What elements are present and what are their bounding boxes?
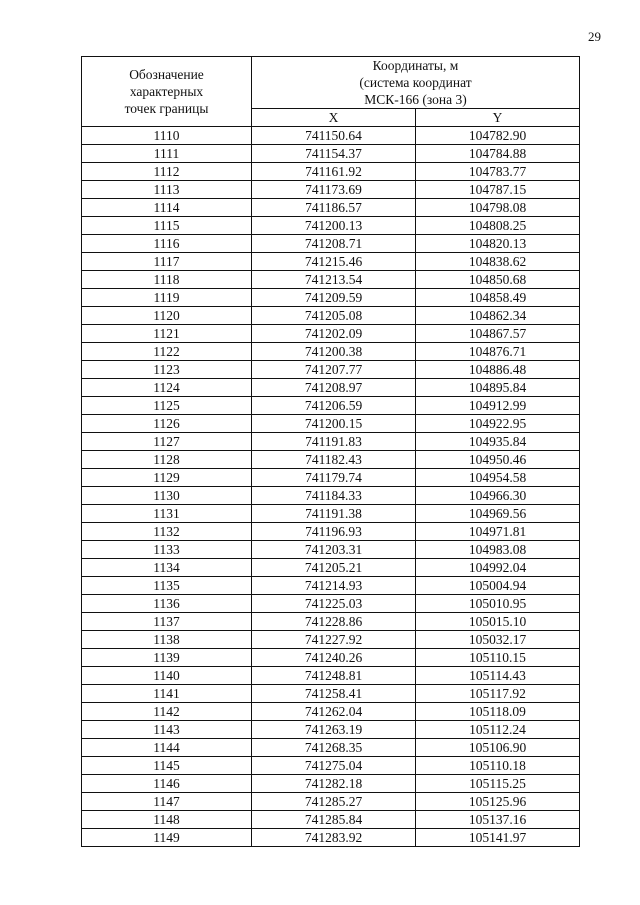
table-row [82,145,580,163]
coordinates-header-line: Координаты, м [372,58,459,73]
point-id-cell: 1117 [82,253,252,271]
table-row [82,163,580,181]
x-coordinate-cell: 741213.54 [252,271,416,289]
y-coordinate-cell: 104912.99 [416,397,580,415]
x-coordinate-cell: 741200.13 [252,217,416,235]
table-row [82,469,580,487]
table-row [82,757,580,775]
point-id-cell: 1128 [82,451,252,469]
table-body [82,127,580,847]
point-id-cell: 1140 [82,667,252,685]
x-coordinate-cell: 741283.92 [252,829,416,847]
x-coordinate-cell: 741206.59 [252,397,416,415]
point-id-cell: 1121 [82,325,252,343]
x-coordinate-cell: 741154.37 [252,145,416,163]
y-coordinate-cell: 104950.46 [416,451,580,469]
point-id-cell: 1144 [82,739,252,757]
y-coordinate-cell: 105117.92 [416,685,580,703]
point-id-cell: 1142 [82,703,252,721]
x-coordinate-cell: 741202.09 [252,325,416,343]
y-coordinate-cell: 105106.90 [416,739,580,757]
point-id-cell: 1136 [82,595,252,613]
table-row [82,739,580,757]
x-coordinate-cell: 741200.15 [252,415,416,433]
table-row [82,487,580,505]
table-row [82,379,580,397]
x-coordinate-cell: 741248.81 [252,667,416,685]
y-coordinate-cell: 105115.25 [416,775,580,793]
point-id-cell: 1149 [82,829,252,847]
y-coordinate-cell: 104922.95 [416,415,580,433]
table-row [82,775,580,793]
boundary-points-table [81,56,580,847]
x-coordinate-cell: 741258.41 [252,685,416,703]
y-coordinate-cell: 104971.81 [416,523,580,541]
x-coordinate-cell: 741184.33 [252,487,416,505]
x-coordinate-cell: 741186.57 [252,199,416,217]
y-coordinate-cell: 105004.94 [416,577,580,595]
table-row [82,127,580,145]
table-row [82,721,580,739]
point-id-cell: 1147 [82,793,252,811]
table-row [82,685,580,703]
x-coordinate-cell: 741196.93 [252,523,416,541]
x-coordinate-cell: 741285.27 [252,793,416,811]
table-row [82,829,580,847]
point-id-cell: 1123 [82,361,252,379]
table-row [82,613,580,631]
y-coordinate-cell: 104895.84 [416,379,580,397]
point-designation-header-line: точек границы [124,101,209,116]
point-id-cell: 1138 [82,631,252,649]
x-coordinate-cell: 741268.35 [252,739,416,757]
x-coordinate-cell: 741209.59 [252,289,416,307]
x-coordinate-cell: 741285.84 [252,811,416,829]
y-coordinate-cell: 104787.15 [416,181,580,199]
y-coordinate-cell: 105137.16 [416,811,580,829]
point-id-cell: 1133 [82,541,252,559]
point-id-cell: 1112 [82,163,252,181]
point-designation-header-line: Обозначение [129,67,204,82]
point-id-cell: 1115 [82,217,252,235]
x-coordinate-cell: 741179.74 [252,469,416,487]
point-id-cell: 1124 [82,379,252,397]
y-coordinate-cell: 105118.09 [416,703,580,721]
y-coordinate-cell: 104876.71 [416,343,580,361]
x-coordinate-cell: 741207.77 [252,361,416,379]
point-id-cell: 1127 [82,433,252,451]
table-row [82,451,580,469]
y-coordinate-cell: 105141.97 [416,829,580,847]
table-row [82,667,580,685]
coordinates-header-line: (система координат [359,75,472,90]
y-coordinate-cell: 104798.08 [416,199,580,217]
y-coordinate-cell: 104838.62 [416,253,580,271]
table-row [82,811,580,829]
point-id-cell: 1135 [82,577,252,595]
x-coordinate-cell: 741282.18 [252,775,416,793]
y-coordinate-cell: 104969.56 [416,505,580,523]
x-coordinate-cell: 741275.04 [252,757,416,775]
point-id-cell: 1126 [82,415,252,433]
y-coordinate-cell: 104983.08 [416,541,580,559]
table-row [82,559,580,577]
point-id-cell: 1145 [82,757,252,775]
x-column-header: X [252,109,416,127]
x-coordinate-cell: 741203.31 [252,541,416,559]
x-coordinate-cell: 741225.03 [252,595,416,613]
point-id-cell: 1113 [82,181,252,199]
point-id-cell: 1125 [82,397,252,415]
table-row [82,397,580,415]
x-coordinate-cell: 741214.93 [252,577,416,595]
table-row [82,181,580,199]
y-coordinate-cell: 104808.25 [416,217,580,235]
point-id-cell: 1110 [82,127,252,145]
table-row [82,217,580,235]
x-coordinate-cell: 741150.64 [252,127,416,145]
y-coordinate-cell: 105032.17 [416,631,580,649]
y-coordinate-cell: 104886.48 [416,361,580,379]
point-id-cell: 1139 [82,649,252,667]
y-coordinate-cell: 105015.10 [416,613,580,631]
x-coordinate-cell: 741200.38 [252,343,416,361]
point-id-cell: 1130 [82,487,252,505]
table-row [82,649,580,667]
y-coordinate-cell: 104966.30 [416,487,580,505]
y-coordinate-cell: 104935.84 [416,433,580,451]
point-id-cell: 1132 [82,523,252,541]
point-id-cell: 1118 [82,271,252,289]
x-coordinate-cell: 741182.43 [252,451,416,469]
y-coordinate-cell: 104784.88 [416,145,580,163]
table-row [82,793,580,811]
y-coordinate-cell: 105114.43 [416,667,580,685]
table-row [82,325,580,343]
table-row [82,505,580,523]
table-row [82,433,580,451]
x-coordinate-cell: 741227.92 [252,631,416,649]
y-coordinate-cell: 105112.24 [416,721,580,739]
y-coordinate-cell: 105110.15 [416,649,580,667]
point-id-cell: 1143 [82,721,252,739]
point-id-cell: 1131 [82,505,252,523]
y-coordinate-cell: 104992.04 [416,559,580,577]
point-designation-header-line: характерных [129,84,204,99]
table-row [82,199,580,217]
x-coordinate-cell: 741191.38 [252,505,416,523]
y-coordinate-cell: 104782.90 [416,127,580,145]
coordinates-header-line: МСК-166 (зона 3) [364,92,467,107]
y-coordinate-cell: 104858.49 [416,289,580,307]
table-row [82,595,580,613]
x-coordinate-cell: 741240.26 [252,649,416,667]
point-id-cell: 1148 [82,811,252,829]
y-column-header: Y [416,109,580,127]
point-id-cell: 1116 [82,235,252,253]
y-coordinate-cell: 104850.68 [416,271,580,289]
y-coordinate-cell: 104783.77 [416,163,580,181]
point-id-cell: 1134 [82,559,252,577]
table-row [82,703,580,721]
table-row [82,235,580,253]
point-id-cell: 1114 [82,199,252,217]
point-id-cell: 1141 [82,685,252,703]
x-coordinate-cell: 741205.08 [252,307,416,325]
x-coordinate-cell: 741215.46 [252,253,416,271]
x-coordinate-cell: 741191.83 [252,433,416,451]
point-id-cell: 1120 [82,307,252,325]
y-coordinate-cell: 105125.96 [416,793,580,811]
table-row [82,577,580,595]
y-coordinate-cell: 104867.57 [416,325,580,343]
table-row [82,289,580,307]
page-number: 29 [588,29,601,44]
point-id-cell: 1129 [82,469,252,487]
x-coordinate-cell: 741262.04 [252,703,416,721]
table-header [82,57,580,127]
y-coordinate-cell: 105010.95 [416,595,580,613]
table-row [82,361,580,379]
x-coordinate-cell: 741208.71 [252,235,416,253]
point-id-cell: 1137 [82,613,252,631]
point-id-cell: 1111 [82,145,252,163]
table-row [82,271,580,289]
x-coordinate-cell: 741205.21 [252,559,416,577]
y-coordinate-cell: 105110.18 [416,757,580,775]
x-coordinate-cell: 741161.92 [252,163,416,181]
table-row [82,415,580,433]
point-id-cell: 1122 [82,343,252,361]
point-designation-header [82,57,252,127]
x-coordinate-cell: 741173.69 [252,181,416,199]
x-coordinate-cell: 741263.19 [252,721,416,739]
table-row [82,307,580,325]
y-coordinate-cell: 104954.58 [416,469,580,487]
point-id-cell: 1146 [82,775,252,793]
y-coordinate-cell: 104820.13 [416,235,580,253]
table-row [82,343,580,361]
point-id-cell: 1119 [82,289,252,307]
x-coordinate-cell: 741208.97 [252,379,416,397]
x-coordinate-cell: 741228.86 [252,613,416,631]
table-row [82,523,580,541]
y-coordinate-cell: 104862.34 [416,307,580,325]
table-row [82,253,580,271]
coordinates-header [252,57,580,109]
table-row [82,541,580,559]
table-row [82,631,580,649]
